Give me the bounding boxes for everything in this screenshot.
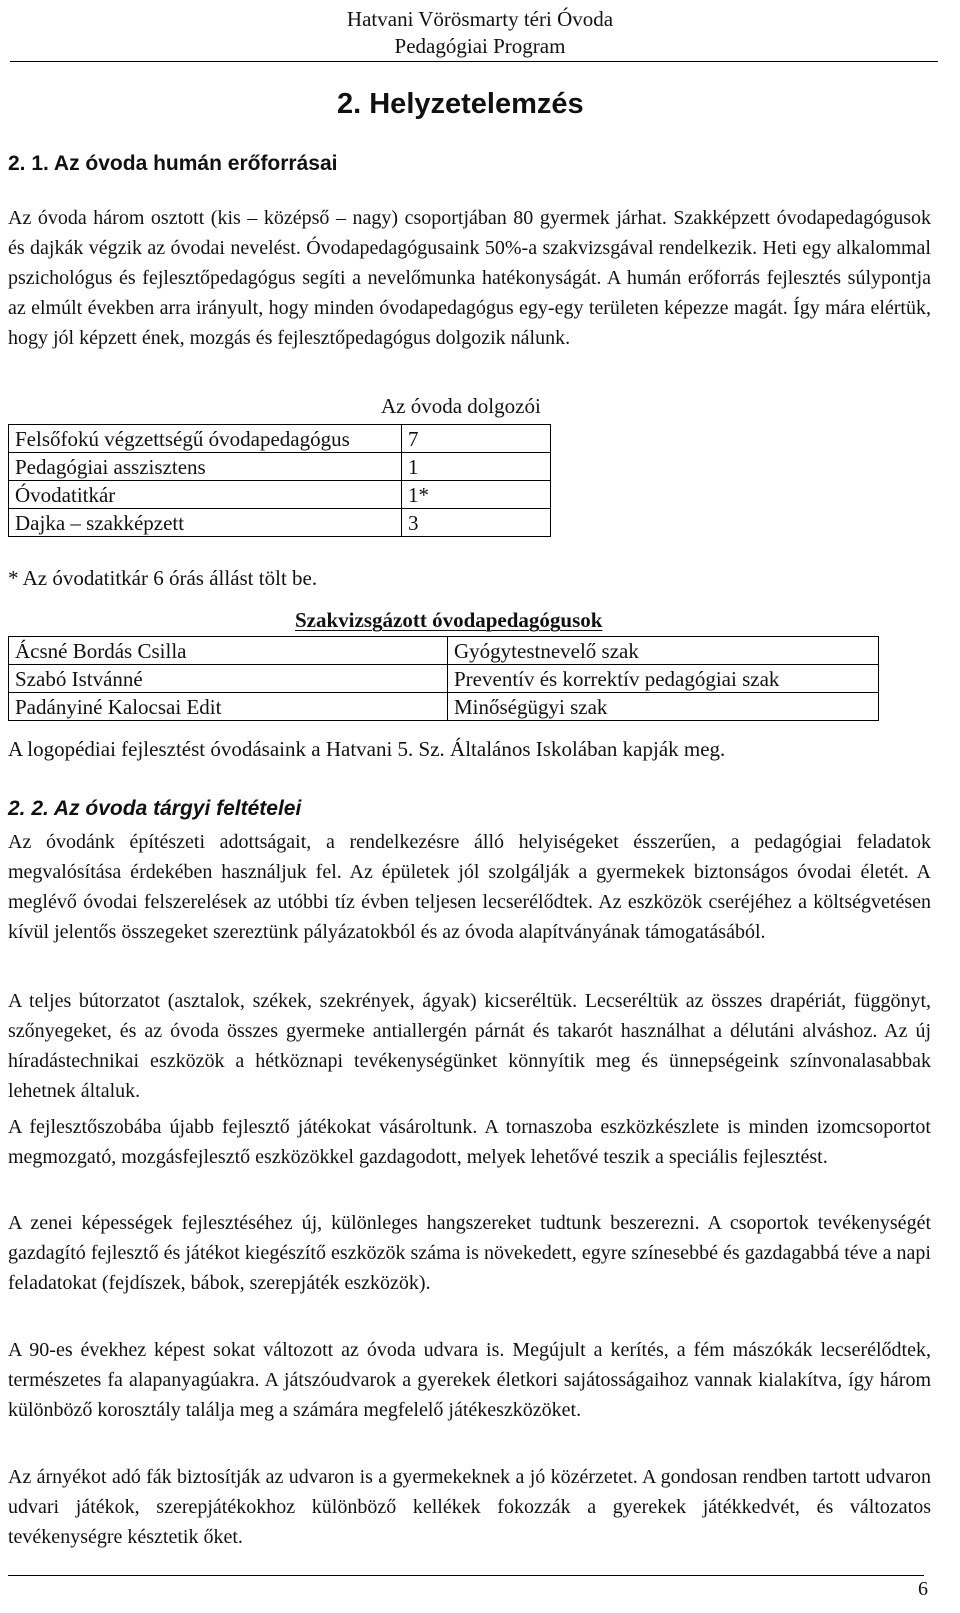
paragraph-human-resources: Az óvoda három osztott (kis – középső – nagy) csoportjában 80 gyermek járhat. Szakképzett óvodapedagógusok és dajkák végzik az óvodai nevelést. Óvodapedagógusaink 50%-a szakvizsgával rendelkezik. Heti egy alkalommal pszichológus és fejlesztőpedagógus segíti a nevelőmunka hatékonyságát. A humán erőforrás fejlesztés súlypontja az elmúlt években arra irányult, hogy minden óvodapedagógus egy-egy területen képezze magát. Így mára elértük, hogy jól képzett ének, mozgás és fejlesztőpedagógus dolgozik nálunk. [8,207,931,349]
staff-role: Pedagógiai asszisztens [9,453,402,481]
staff-count: 3 [402,509,551,537]
staff-table [8,424,551,537]
paragraph: A teljes bútorzatot (asztalok, székek, szekrények, ágyak) kicseréltük. Lecseréltük az összes drapériát, függönyt, szőnyegeket, és az óvoda összes gyermeke antiallergén párnát és takarót használhat a délutáni alváshoz. Az új híradástechnikai eszközök a hétköznapi tevékenységünket könnyítik meg és ünnepségeink színvonalasabbak lehetnek általuk. [8,990,931,1102]
paragraph: Az árnyékot adó fák biztosítják az udvaron is a gyermekeknek a jó közérzetet. A gondosan rendben tartott udvaron udvari játékok, szerepjátékokhoz különböző kellékek fokozzák a gyerekek játékkedvét, és változatos tevékenységre késztetik őket. [8,1466,931,1548]
page-number: 6 [918,1578,928,1600]
table-row [9,665,879,693]
staff-count: 1* [402,481,551,509]
specialist-name: Padányiné Kalocsai Edit [9,693,448,721]
specialist-name: Szabó Istvánné [9,665,448,693]
paragraph: A 90-es évekhez képest sokat változott az óvoda udvara is. Megújult a kerítés, a fém mászókák lecserélődtek, természetes fa alapanyagúakra. A játszóudvarok a gyerekek életkori sajátosságaihoz vannak kialakítva, így három különböző korosztály találja meg a számára megfelelő játékeszközöket. [8,1339,931,1421]
header-school-name: Hatvani Vörösmarty téri Óvoda [346,7,614,31]
specialist-name: Ácsné Bordás Csilla [9,637,448,665]
table-row [9,425,551,453]
staff-count: 1 [402,453,551,481]
section-heading-human-resources: 2. 1. Az óvoda humán erőforrásai [8,152,338,175]
table-row [9,693,879,721]
staff-role: Dajka – szakképzett [9,509,402,537]
specialists-table-caption: Szakvizsgázott óvodapedagógusok [295,608,603,632]
staff-footnote: * Az óvodatitkár 6 órás állást tölt be. [8,566,318,590]
paragraph: Az óvodánk építészeti adottságait, a rendelkezésre álló helyiségeket ésszerűen, a pedagógiai feladatok megvalósítása érdekében használjuk fel. Az épületek jól szolgálják a gyermekek biztonságos óvodai életét. A meglévő óvodai felszerelések az utóbbi tíz évben teljesen lecserélődtek. Az eszközök cseréjéhez a költségvetésen kívül jelentős összegeket szereztünk pályázatokból és az óvoda alapítványának támogatásából. [8,831,931,943]
table-row [9,509,551,537]
logopedic-note: A logopédiai fejlesztést óvodásaink a Hatvani 5. Sz. Általános Iskolában kapják meg. [8,737,726,761]
specialist-field: Gyógytestnevelő szak [448,637,879,665]
paragraph: A zenei képességek fejlesztéséhez új, különleges hangszereket tudtunk beszerezni. A csoportok tevékenységét gazdagító fejlesztő és játékot kiegészítő eszközök száma is növekedett, egyre színesebbé és gazdagabbá téve a napi feladatokat (fejdíszek, bábok, szerepjáték eszközök). [8,1212,931,1294]
staff-role: Felsőfokú végzettségű óvodapedagógus [9,425,402,453]
specialists-table [8,636,879,721]
table-row [9,637,879,665]
chapter-title: 2. Helyzetelemzés [337,88,584,120]
staff-role: Óvodatitkár [9,481,402,509]
specialist-field: Preventív és korrektív pedagógiai szak [448,665,879,693]
staff-count: 7 [402,425,551,453]
paragraph: A fejlesztőszobába újabb fejlesztő játékokat vásároltunk. A tornaszoba eszközkészlete is minden izomcsoportot megmozgató, mozgásfejlesztő eszközökkel gazdagodott, melyek lehetővé teszik a speciális fejlesztést. [8,1116,931,1168]
section-heading-material-conditions: 2. 2. Az óvoda tárgyi feltételei [8,797,302,820]
header-document-title: Pedagógiai Program [394,34,566,58]
specialist-field: Minőségügyi szak [448,693,879,721]
staff-table-caption: Az óvoda dolgozói [381,394,541,418]
header-divider [10,61,938,62]
footer-divider [8,1575,924,1576]
table-row [9,453,551,481]
table-row [9,481,551,509]
